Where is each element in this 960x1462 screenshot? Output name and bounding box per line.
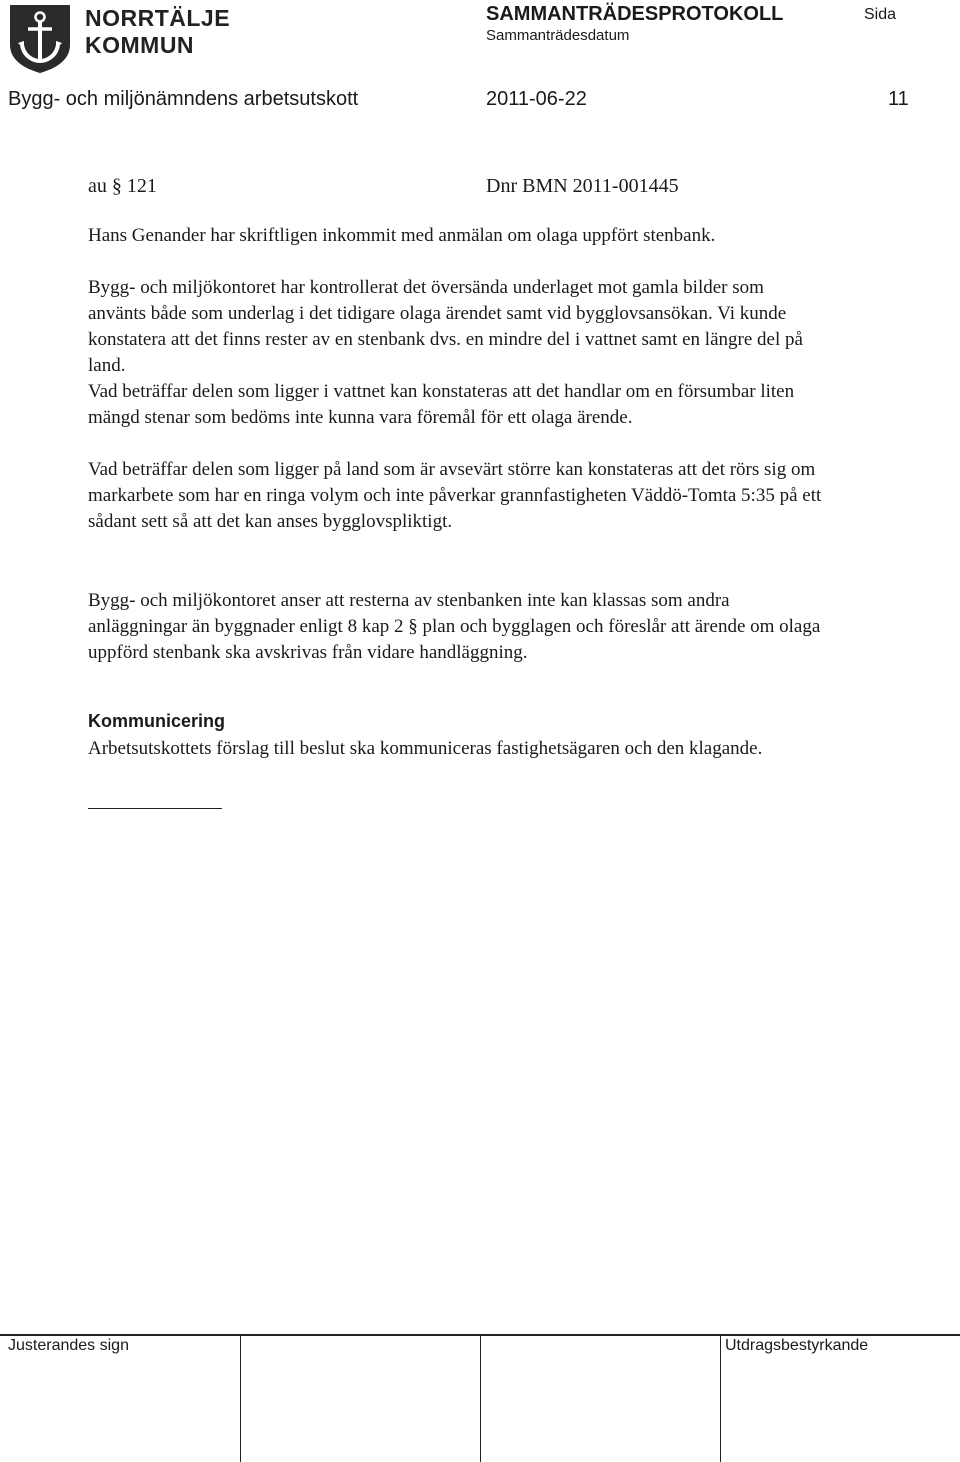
text-line [88,301,958,327]
logo-text-line2: KOMMUN [85,32,195,58]
paragraph-proposal [88,588,958,666]
text-line: uppförd stenbank ska avskrivas från vidare handläggning. [88,642,528,663]
municipality-logo-text [85,5,230,59]
text-line: Vad beträffar delen som ligger på land som är avsevärt större kan konstateras att det rörs sig om [88,459,816,480]
meeting-date: 2011-06-22 [486,88,587,110]
text-line: Bygg- och miljökontoret anser att resterna av stenbanken inte kan klassas som andra [88,590,730,611]
document-title: SAMMANTRÄDESPROTOKOLL [486,3,784,25]
paragraph-communication [88,736,958,762]
signature-line [88,808,222,809]
text-line: Vad beträffar delen som ligger i vattnet kan konstateras att det handlar om en försumbar liten [88,381,795,402]
text-line: markarbete som har en ringa volym och inte påverkar grannfastigheten Väddö-Tomta 5:35 på ett [88,485,822,506]
text-line: anläggningar än byggnader enligt 8 kap 2 § plan och bygglagen och föreslår att ärende om olaga [88,616,821,637]
page-number: 11 [888,88,909,110]
case-number: Dnr BMN 2011-001445 [486,175,679,197]
logo-text-line1: NORRTÄLJE [85,5,231,31]
document-subtitle: Sammanträdesdatum [486,27,630,44]
text-line: land. [88,355,126,376]
paragraph-investigation [88,275,958,431]
municipality-crest-icon [8,3,72,75]
page-label: Sida [864,6,897,23]
footer-divider [240,1334,241,1462]
committee-name: Bygg- och miljönämndens arbetsutskott [8,88,359,110]
footer-divider [480,1334,481,1462]
text-line: Hans Genander har skriftligen inkommit med anmälan om olaga uppfört stenbank. [88,225,716,246]
section-heading: Kommunicering [88,711,226,731]
text-line: Bygg- och miljökontoret har kontrollerat det översända underlaget mot gamla bilder som [88,277,764,298]
text-line: sådant sett så att det kan anses bygglovspliktigt. [88,511,453,532]
text-segment: använts både som underlag i det tidigare olaga ärendet samt vid bygglovsansökan. [88,303,713,324]
paragraph-land-part [88,457,958,535]
text-line: mängd stenar som bedöms inte kunna vara föremål för ett olaga ärende. [88,407,633,428]
footer-justerandes-sign: Justerandes sign [8,1337,129,1354]
footer-utdragsbestyrkande: Utdragsbestyrkande [725,1337,869,1354]
paragraph-complaint [88,223,958,249]
text-line: Arbetsutskottets förslag till beslut ska kommuniceras fastighetsägaren och den klagande. [88,738,763,759]
footer-divider [720,1334,721,1462]
paragraph-reference: au § 121 [88,175,157,197]
text-segment: Vi kunde [717,303,787,324]
text-line: konstatera att det finns rester av en stenbank dvs. en mindre del i vattnet samt en längre del på [88,329,803,350]
